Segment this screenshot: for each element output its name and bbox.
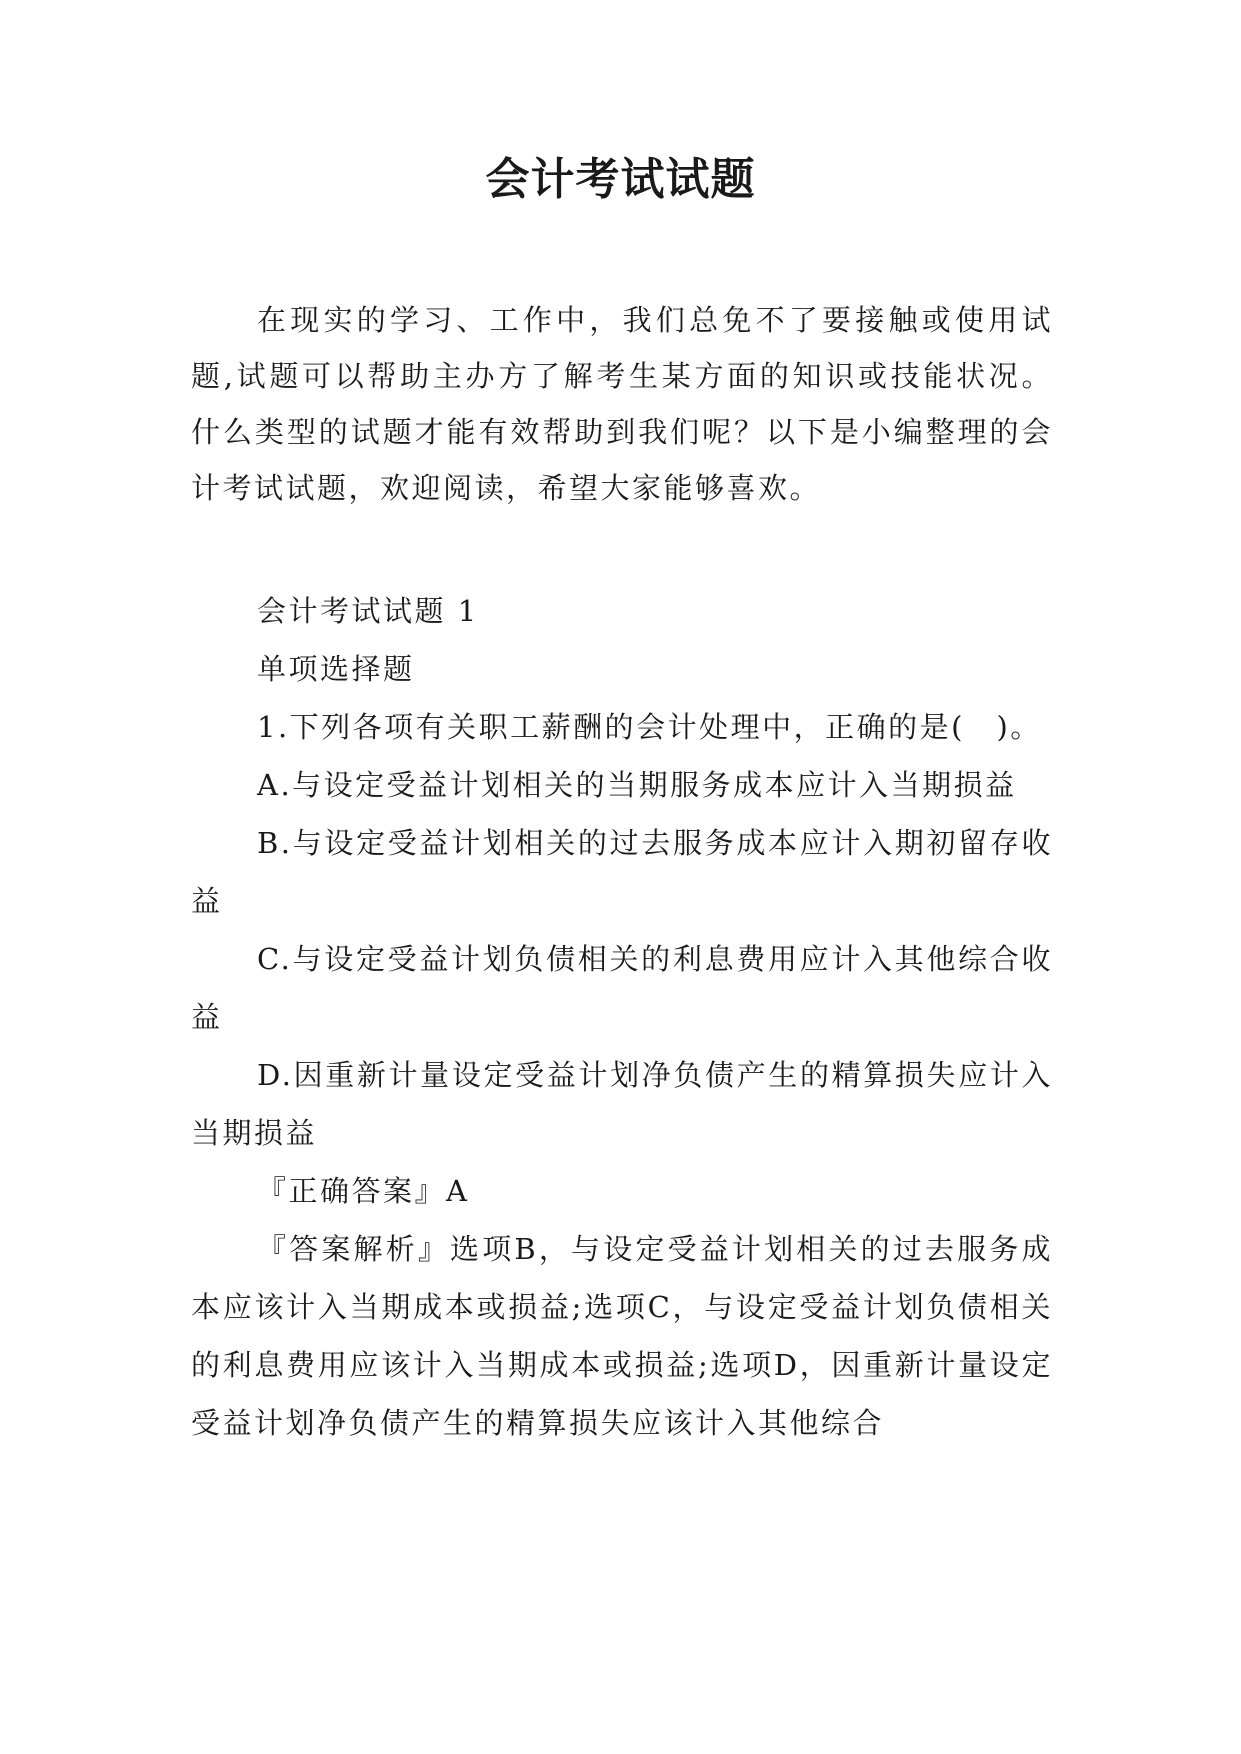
question-text: 1.下列各项有关职工薪酬的会计处理中，正确的是( )。 [257,710,1042,744]
document-title: 会计考试试题 [485,154,756,205]
correct-answer: 『正确答案』A [257,1174,470,1208]
option-b: B.与设定受益计划相关的过去服务成本应计入期初留存收益 [191,826,1053,918]
option-c: C.与设定受益计划负债相关的利息费用应计入其他综合收益 [191,942,1053,1034]
answer-analysis: 『答案解析』选项B，与设定受益计划相关的过去服务成本应该计入当期成本或损益;选项C，与设定受益计划负债相关的利息费用应该计入当期成本或损益;选项D，因重新计量设定受益计划净负债产生的精算损失应该计入其他综合 [191,1232,1053,1440]
question-type: 单项选择题 [257,652,415,686]
question-section [191,582,1053,1452]
intro-paragraph: 在现实的学习、工作中，我们总免不了要接触或使用试题,试题可以帮助主办方了解考生某方面的知识或技能状况。什么类型的试题才能有效帮助到我们呢？以下是小编整理的会计考试试题，欢迎阅读，希望大家能够喜欢。 [191,303,1053,505]
section-heading: 会计考试试题 1 [257,594,479,628]
option-d: D.因重新计量设定受益计划净负债产生的精算损失应计入当期损益 [191,1058,1053,1150]
option-a: A.与设定受益计划相关的当期服务成本应计入当期损益 [257,768,1017,802]
